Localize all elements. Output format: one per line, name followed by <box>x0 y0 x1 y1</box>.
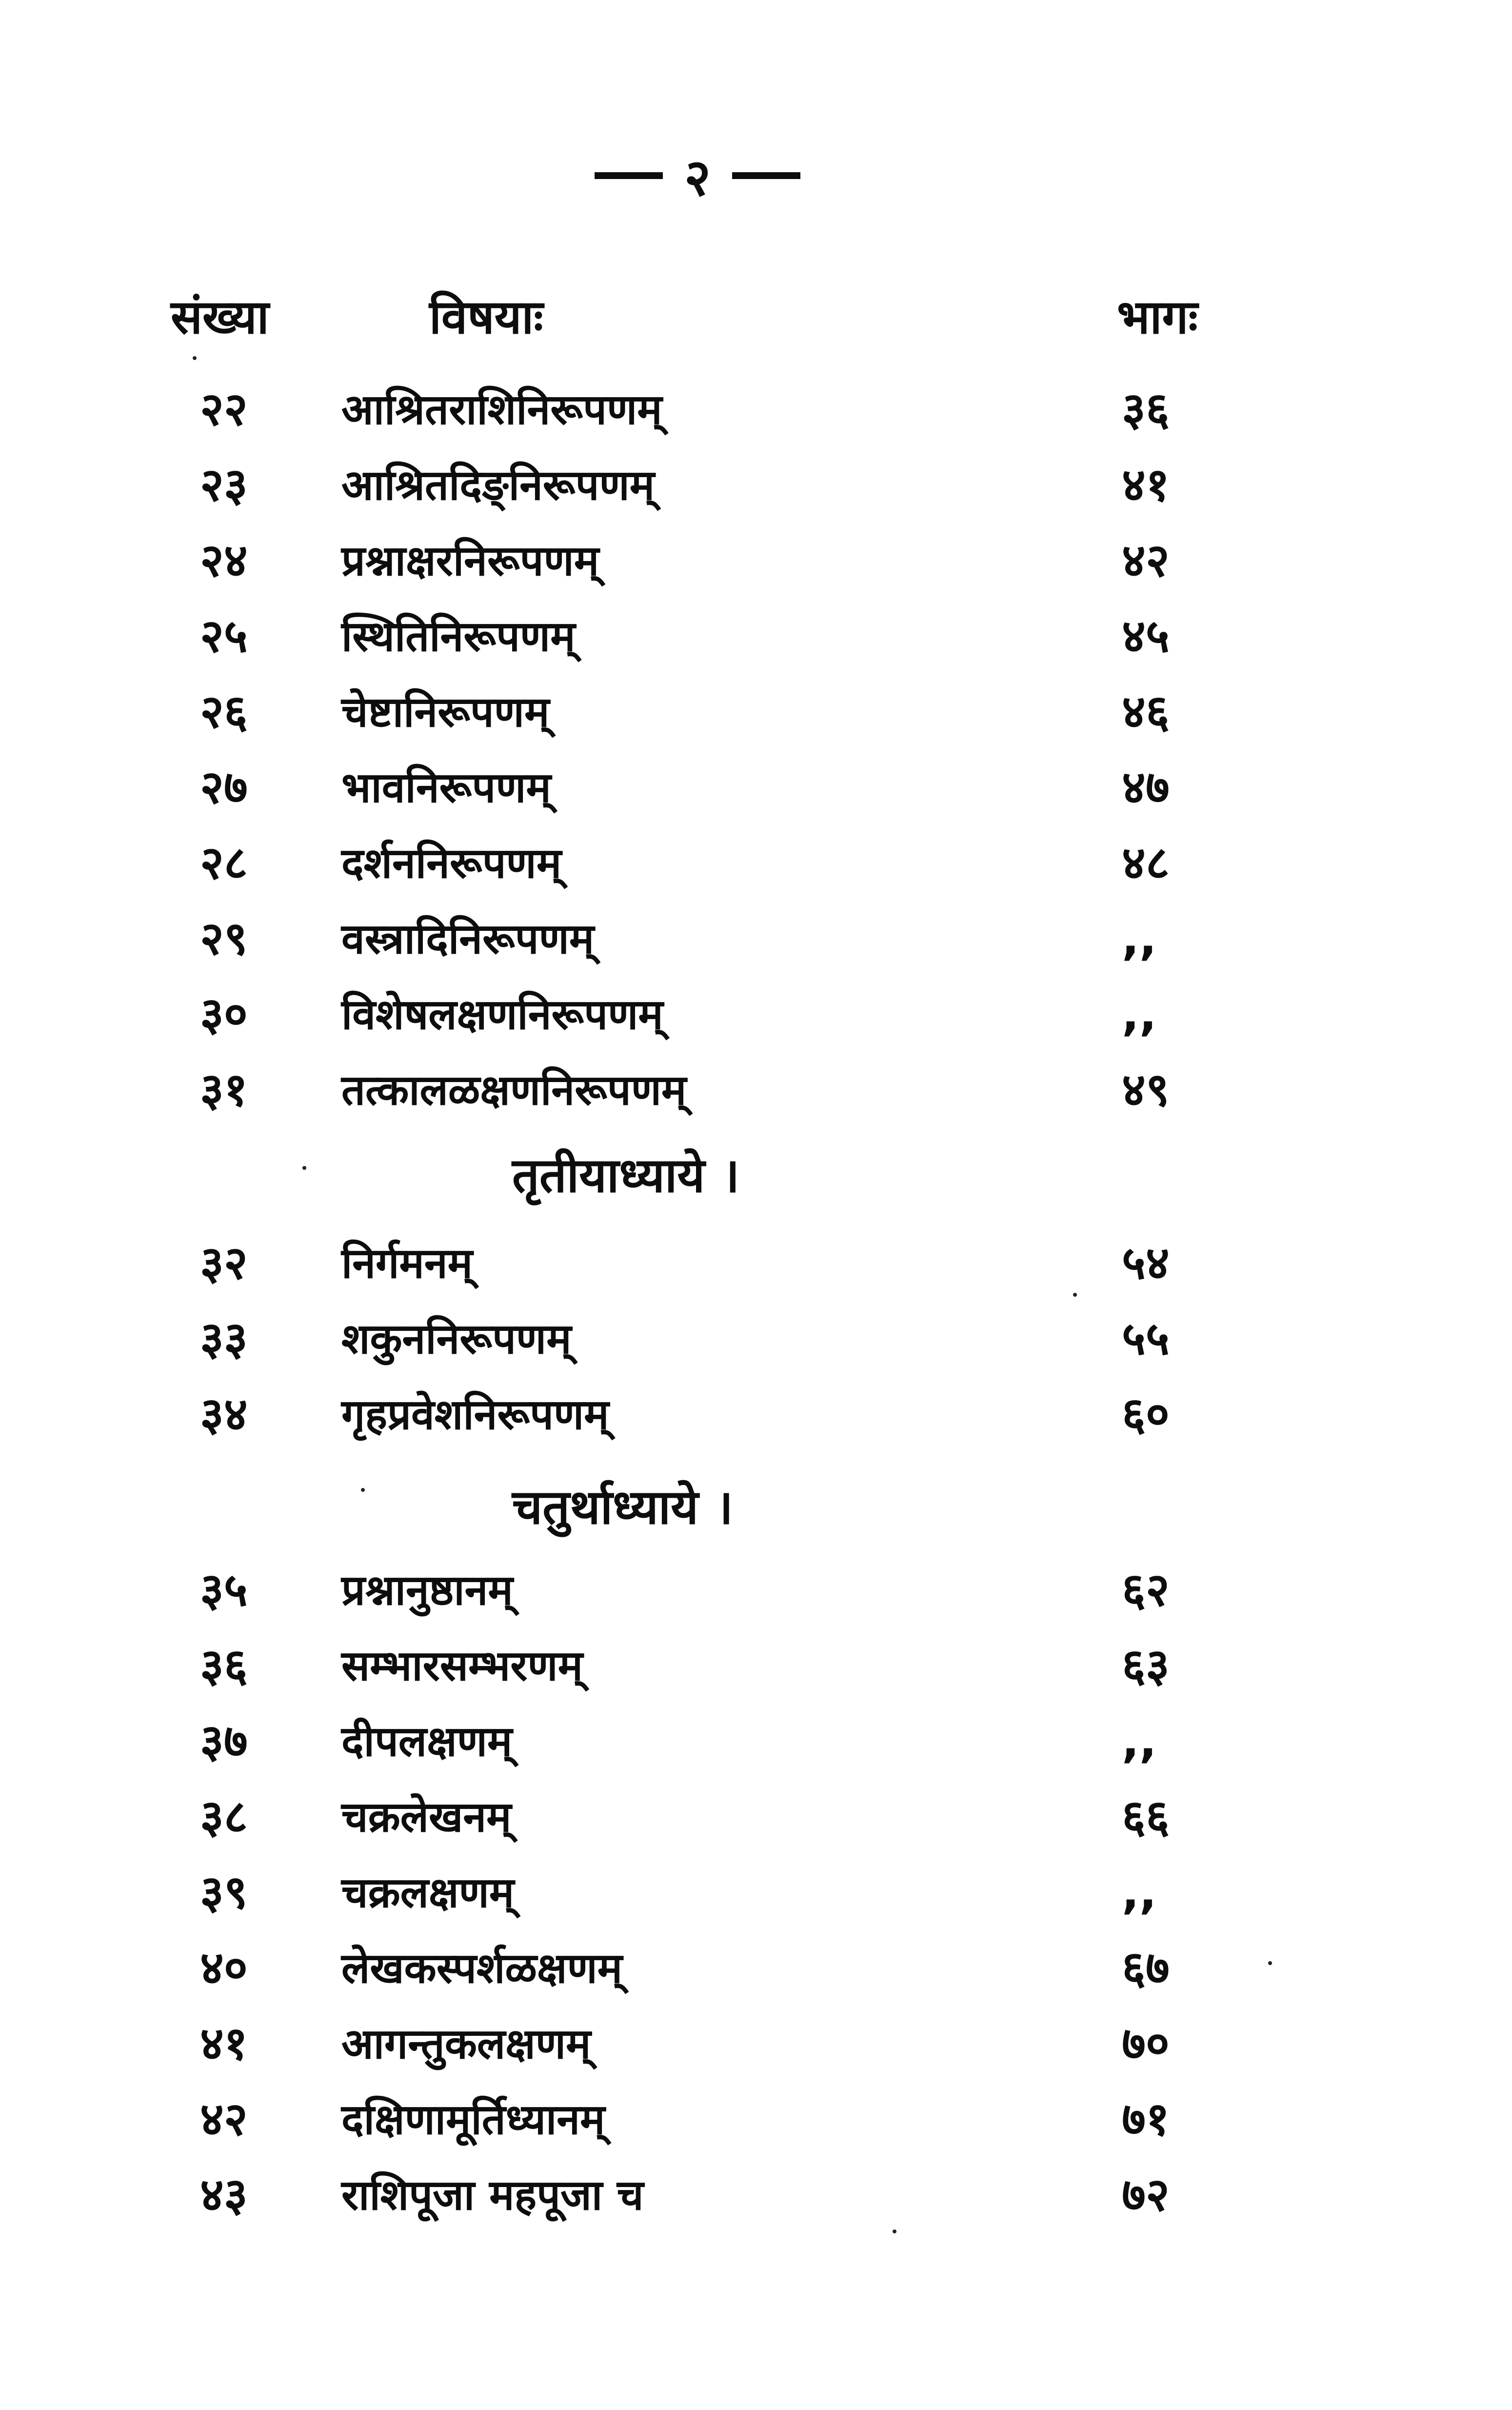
toc-entry <box>0 754 1512 822</box>
scan-speck <box>893 2229 896 2233</box>
entry-page: ६७ <box>1122 1942 1170 1995</box>
entry-number: २७ <box>200 761 248 814</box>
toc-entry <box>0 602 1512 671</box>
entry-title: स्थितिनिरूपणम् <box>341 612 576 661</box>
entry-title: राशिपूजा महपूजा च <box>341 2171 644 2220</box>
entry-page: ४६ <box>1122 685 1170 739</box>
entry-title: गृहप्रवेशनिरूपणम् <box>341 1390 609 1439</box>
section-heading: तृतीयाध्याये । <box>512 1148 740 1204</box>
entry-title: प्रश्नानुष्ठानम् <box>341 1566 513 1615</box>
entry-page: ५५ <box>1122 1312 1170 1366</box>
entry-number: २९ <box>200 912 248 965</box>
entry-page: ,, <box>1122 1866 1157 1919</box>
entry-number: ३८ <box>200 1790 248 1844</box>
entry-page: ,, <box>1122 1715 1157 1768</box>
entry-title: आश्रितदिङ्निरूपणम् <box>341 461 655 510</box>
toc-entry <box>0 1556 1512 1625</box>
entry-number: ३० <box>200 988 248 1041</box>
entry-title: दीपलक्षणम् <box>341 1717 513 1766</box>
entry-page: ४७ <box>1122 761 1170 814</box>
toc-entry <box>0 1934 1512 2003</box>
entry-page: ४९ <box>1122 1064 1170 1117</box>
entry-number: ३५ <box>200 1564 248 1617</box>
page-number-value: २ <box>684 147 711 207</box>
toc-entry <box>0 1381 1512 1449</box>
column-header-number: संख्या <box>171 290 269 344</box>
entry-title: लेखकस्पर्शळक्षणम् <box>341 1944 623 1993</box>
entry-number: ४२ <box>200 2093 248 2146</box>
toc-entry <box>0 1707 1512 1776</box>
entry-title: तत्कालळक्षणनिरूपणम् <box>341 1066 687 1115</box>
entry-title: निर्गमनम् <box>341 1239 473 1288</box>
toc-entry <box>0 376 1512 444</box>
entry-number: ३१ <box>200 1064 248 1117</box>
toc-entry <box>0 1229 1512 1298</box>
scan-speck <box>302 1166 306 1170</box>
toc-entry <box>0 905 1512 973</box>
entry-number: २२ <box>200 383 248 436</box>
entry-number: २८ <box>200 837 248 890</box>
entry-number: ३३ <box>200 1312 248 1366</box>
entry-page: ६३ <box>1122 1639 1170 1692</box>
entry-title: दक्षिणामूर्तिध्यानम् <box>341 2095 605 2144</box>
entry-title: चक्रलक्षणम् <box>341 1868 515 1917</box>
entry-number: ३९ <box>200 1866 248 1919</box>
entry-page: ७१ <box>1122 2093 1170 2146</box>
entry-title: दर्शननिरूपणम् <box>341 839 562 888</box>
entry-number: ३२ <box>200 1237 248 1290</box>
toc-entry <box>0 1632 1512 1700</box>
entry-title: शकुननिरूपणम् <box>341 1315 572 1364</box>
toc-entry <box>0 1056 1512 1125</box>
entry-number: ४३ <box>200 2169 248 2222</box>
toc-entry <box>0 678 1512 746</box>
entry-title: भावनिरूपणम् <box>341 763 551 812</box>
scan-speck <box>1073 1293 1077 1297</box>
entry-number: ३४ <box>200 1388 248 1441</box>
entry-page: ,, <box>1122 912 1157 965</box>
entry-page: ४८ <box>1122 837 1170 890</box>
entry-number: ४० <box>200 1942 248 1995</box>
entry-number: २३ <box>200 459 248 512</box>
entry-number: २४ <box>200 534 248 587</box>
entry-title: प्रश्नाक्षरनिरूपणम् <box>341 537 599 585</box>
toc-entry <box>0 527 1512 595</box>
column-header-page: भागः <box>1117 290 1198 344</box>
entry-number: २६ <box>200 685 248 739</box>
scan-speck <box>1268 1961 1272 1965</box>
scan-speck <box>361 1488 365 1492</box>
entry-page: ६० <box>1122 1388 1170 1441</box>
entry-page: ७० <box>1122 2017 1170 2070</box>
left-dash <box>595 172 663 179</box>
entry-page: ,, <box>1122 988 1157 1041</box>
entry-page: ४५ <box>1122 610 1170 663</box>
entry-number: २५ <box>200 610 248 663</box>
entry-page: ३६ <box>1122 383 1170 436</box>
entry-title: सम्भारसम्भरणम् <box>341 1642 583 1690</box>
entry-page: ४१ <box>1122 459 1170 512</box>
toc-entry <box>0 2161 1512 2229</box>
entry-number: ४१ <box>200 2017 248 2070</box>
scan-speck <box>193 356 197 360</box>
entry-number: ३७ <box>200 1715 248 1768</box>
toc-entry <box>0 1859 1512 1927</box>
toc-entry <box>0 2010 1512 2078</box>
toc-entry <box>0 981 1512 1049</box>
right-dash <box>732 172 800 179</box>
entry-title: आश्रितराशिनिरूपणम् <box>341 385 662 434</box>
entry-title: चक्रलेखनम् <box>341 1793 512 1842</box>
entry-page: ६६ <box>1122 1790 1170 1844</box>
entry-page: ७२ <box>1122 2169 1170 2222</box>
entry-page: ५४ <box>1122 1237 1170 1290</box>
column-header-subject: विषयाः <box>429 290 543 344</box>
toc-entry <box>0 451 1512 520</box>
toc-entry <box>0 1305 1512 1373</box>
entry-title: चेष्टानिरूपणम् <box>341 688 550 737</box>
entry-title: विशेषलक्षणनिरूपणम् <box>341 990 663 1039</box>
toc-entry <box>0 1783 1512 1851</box>
section-heading: चतुर्थाध्याये । <box>512 1480 734 1535</box>
entry-number: ३६ <box>200 1639 248 1692</box>
entry-title: आगन्तुकलक्षणम् <box>341 2020 591 2069</box>
entry-page: ६२ <box>1122 1564 1170 1617</box>
toc-entry <box>0 829 1512 898</box>
toc-entry <box>0 2086 1512 2154</box>
entry-page: ४२ <box>1122 534 1170 587</box>
entry-title: वस्त्रादिनिरूपणम् <box>341 915 595 964</box>
page-number <box>580 146 815 205</box>
